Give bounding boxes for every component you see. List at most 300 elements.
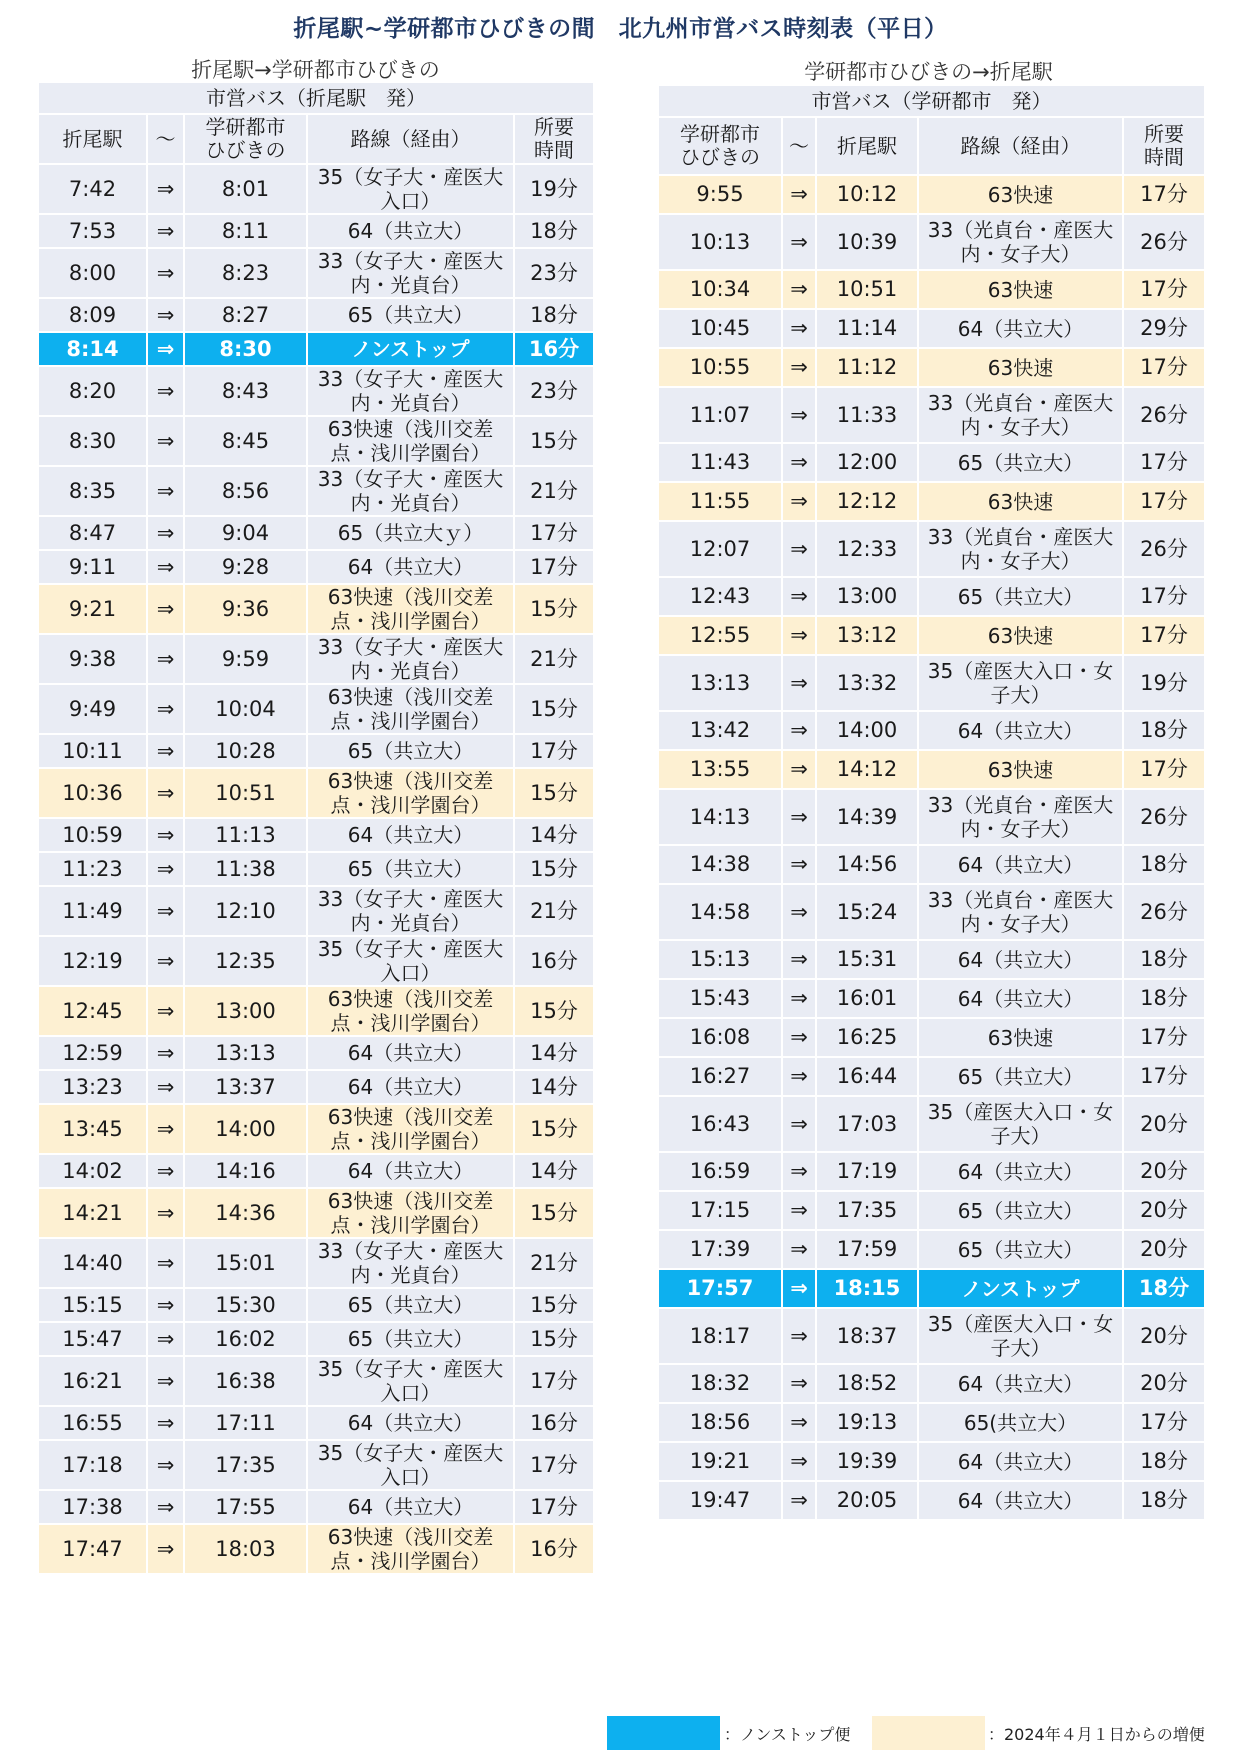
- arrival-time: 12:35: [184, 936, 307, 986]
- route-name: 64（共立大）: [918, 309, 1123, 348]
- duration: 23分: [514, 248, 594, 298]
- departure-time: 17:39: [658, 1230, 782, 1269]
- departure-time: 14:13: [658, 789, 782, 845]
- table-row: [658, 1403, 1205, 1442]
- table-row: [38, 936, 594, 986]
- arrow-icon: ⇒: [147, 164, 184, 214]
- table-row: [658, 1057, 1205, 1096]
- departure-time: 15:13: [658, 940, 782, 979]
- table-row: [658, 387, 1205, 443]
- arrival-time: 15:01: [184, 1238, 307, 1288]
- departure-time: 12:43: [658, 577, 782, 616]
- duration: 16分: [514, 1406, 594, 1440]
- route-name: 63快速: [918, 270, 1123, 309]
- arrow-icon: ⇒: [147, 366, 184, 416]
- route-name: 65（共立大）: [307, 852, 514, 886]
- route-name: 65（共立大）: [918, 577, 1123, 616]
- duration: 18分: [1123, 979, 1205, 1018]
- arrow-icon: ⇒: [147, 516, 184, 550]
- arrival-time: 8:27: [184, 298, 307, 332]
- table-row: [658, 270, 1205, 309]
- duration: 23分: [514, 366, 594, 416]
- table-row: [38, 1070, 594, 1104]
- table-row: [38, 298, 594, 332]
- table-row: [658, 1269, 1205, 1308]
- header-departure: 学研都市 ひびきの: [658, 117, 782, 175]
- duration: 19分: [1123, 655, 1205, 711]
- route-name: 65（共立大）: [307, 734, 514, 768]
- arrival-time: 16:44: [816, 1057, 918, 1096]
- arrow-icon: ⇒: [147, 768, 184, 818]
- route-name: 35（産医大入口・女子大）: [918, 1308, 1123, 1364]
- header-departure: 折尾駅: [38, 114, 147, 164]
- arrow-icon: ⇒: [147, 734, 184, 768]
- arrow-icon: ⇒: [782, 789, 816, 845]
- arrow-icon: ⇒: [782, 655, 816, 711]
- arrival-time: 20:05: [816, 1481, 918, 1520]
- arrival-time: 9:36: [184, 584, 307, 634]
- arrival-time: 19:39: [816, 1442, 918, 1481]
- arrival-time: 17:11: [184, 1406, 307, 1440]
- arrow-icon: ⇒: [782, 1230, 816, 1269]
- arrival-time: 17:35: [816, 1191, 918, 1230]
- operator-label: 市営バス（学研都市 発）: [658, 85, 1205, 117]
- departure-time: 14:40: [38, 1238, 147, 1288]
- duration: 15分: [514, 584, 594, 634]
- duration: 26分: [1123, 521, 1205, 577]
- departure-time: 12:45: [38, 986, 147, 1036]
- arrival-time: 10:12: [816, 175, 918, 214]
- legend-added-swatch: [872, 1716, 985, 1750]
- arrow-icon: ⇒: [147, 1524, 184, 1574]
- duration: 17分: [514, 1490, 594, 1524]
- route-name: 64（共立大）: [307, 1070, 514, 1104]
- departure-time: 9:11: [38, 550, 147, 584]
- arrow-icon: ⇒: [147, 1406, 184, 1440]
- arrow-icon: ⇒: [147, 1036, 184, 1070]
- arrow-icon: ⇒: [782, 1364, 816, 1403]
- departure-time: 17:18: [38, 1440, 147, 1490]
- arrival-time: 10:51: [816, 270, 918, 309]
- arrow-icon: ⇒: [782, 1018, 816, 1057]
- arrow-icon: ⇒: [782, 940, 816, 979]
- departure-time: 15:47: [38, 1322, 147, 1356]
- table-row: [38, 1288, 594, 1322]
- duration: 19分: [514, 164, 594, 214]
- arrival-time: 18:37: [816, 1308, 918, 1364]
- duration: 15分: [514, 1322, 594, 1356]
- departure-time: 8:35: [38, 466, 147, 516]
- route-name: 64（共立大）: [307, 1036, 514, 1070]
- arrow-icon: ⇒: [147, 248, 184, 298]
- route-name: 35（女子大・産医大入口）: [307, 1356, 514, 1406]
- table-row: [658, 482, 1205, 521]
- route-name: 63快速: [918, 348, 1123, 387]
- route-name: 33（光貞台・産医大内・女子大）: [918, 789, 1123, 845]
- route-name: 35（産医大入口・女子大）: [918, 655, 1123, 711]
- arrival-time: 18:15: [816, 1269, 918, 1308]
- arrow-icon: ⇒: [782, 1403, 816, 1442]
- route-name: 64（共立大）: [918, 1481, 1123, 1520]
- table-row: [658, 845, 1205, 884]
- arrival-time: 14:00: [184, 1104, 307, 1154]
- duration: 20分: [1123, 1230, 1205, 1269]
- table-row: [38, 734, 594, 768]
- route-name: 33（女子大・産医大内・光貞台）: [307, 1238, 514, 1288]
- arrow-icon: ⇒: [782, 616, 816, 655]
- route-name: 64（共立大）: [918, 1442, 1123, 1481]
- route-name: 64（共立大）: [918, 940, 1123, 979]
- duration: 20分: [1123, 1191, 1205, 1230]
- arrow-icon: ⇒: [782, 1308, 816, 1364]
- route-name: 63快速: [918, 616, 1123, 655]
- duration: 17分: [1123, 348, 1205, 387]
- table-row: [38, 1356, 594, 1406]
- route-name: 63快速（浅川交差点・浅川学園台）: [307, 768, 514, 818]
- duration: 14分: [514, 1154, 594, 1188]
- arrival-time: 11:33: [816, 387, 918, 443]
- departure-time: 7:42: [38, 164, 147, 214]
- route-name: 63快速: [918, 175, 1123, 214]
- arrival-time: 13:37: [184, 1070, 307, 1104]
- arrow-icon: ⇒: [782, 387, 816, 443]
- arrival-time: 11:12: [816, 348, 918, 387]
- duration: 17分: [514, 1356, 594, 1406]
- duration: 18分: [1123, 1442, 1205, 1481]
- arrow-icon: ⇒: [147, 1288, 184, 1322]
- arrow-icon: ⇒: [782, 1481, 816, 1520]
- departure-time: 17:47: [38, 1524, 147, 1574]
- arrival-time: 16:38: [184, 1356, 307, 1406]
- header-row: [38, 114, 594, 164]
- table-row: [658, 616, 1205, 655]
- route-name: 63快速（浅川交差点・浅川学園台）: [307, 986, 514, 1036]
- departure-time: 9:49: [38, 684, 147, 734]
- route-name: 33（女子大・産医大内・光貞台）: [307, 366, 514, 416]
- departure-time: 11:55: [658, 482, 782, 521]
- header-duration: 所要 時間: [1123, 117, 1205, 175]
- table-row: [38, 332, 594, 366]
- departure-time: 10:11: [38, 734, 147, 768]
- arrow-icon: ⇒: [147, 986, 184, 1036]
- table-row: [38, 1440, 594, 1490]
- departure-time: 9:55: [658, 175, 782, 214]
- table-row: [38, 1524, 594, 1574]
- duration: 21分: [514, 1238, 594, 1288]
- arrival-time: 8:56: [184, 466, 307, 516]
- route-name: 33（女子大・産医大内・光貞台）: [307, 466, 514, 516]
- arrow-icon: ⇒: [147, 1104, 184, 1154]
- arrival-time: 10:51: [184, 768, 307, 818]
- arrival-time: 14:56: [816, 845, 918, 884]
- table-row: [38, 1188, 594, 1238]
- route-name: 65（共立大）: [918, 443, 1123, 482]
- route-name: 65(共立大）: [918, 1403, 1123, 1442]
- arrow-icon: ⇒: [782, 711, 816, 750]
- arrow-icon: ⇒: [782, 577, 816, 616]
- arrow-icon: ⇒: [782, 482, 816, 521]
- duration: 17分: [514, 1440, 594, 1490]
- departure-time: 8:00: [38, 248, 147, 298]
- arrow-icon: ⇒: [147, 1440, 184, 1490]
- arrival-time: 10:04: [184, 684, 307, 734]
- arrival-time: 14:00: [816, 711, 918, 750]
- table-row: [38, 818, 594, 852]
- route-name: 64（共立大）: [918, 845, 1123, 884]
- right-direction-label: 学研都市ひびきの→折尾駅: [804, 60, 1053, 84]
- operator-label: 市営バス（折尾駅 発）: [38, 82, 594, 114]
- arrow-icon: ⇒: [147, 684, 184, 734]
- arrival-time: 13:00: [184, 986, 307, 1036]
- route-name: 65（共立大ｙ）: [307, 516, 514, 550]
- table-row: [658, 750, 1205, 789]
- route-name: 33（光貞台・産医大内・女子大）: [918, 521, 1123, 577]
- duration: 15分: [514, 986, 594, 1036]
- arrival-time: 16:01: [816, 979, 918, 1018]
- arrow-icon: ⇒: [147, 1238, 184, 1288]
- route-name: 33（光貞台・産医大内・女子大）: [918, 214, 1123, 270]
- arrow-icon: ⇒: [782, 1096, 816, 1152]
- departure-time: 9:38: [38, 634, 147, 684]
- arrow-icon: ⇒: [147, 584, 184, 634]
- arrow-icon: ⇒: [147, 634, 184, 684]
- route-name: 63快速: [918, 482, 1123, 521]
- table-row: [658, 348, 1205, 387]
- departure-time: 18:56: [658, 1403, 782, 1442]
- duration: 17分: [1123, 1057, 1205, 1096]
- arrow-icon: ⇒: [147, 1322, 184, 1356]
- route-name: 64（共立大）: [918, 711, 1123, 750]
- table-row: [658, 521, 1205, 577]
- route-name: 63快速: [918, 750, 1123, 789]
- duration: 14分: [514, 1036, 594, 1070]
- arrival-time: 12:12: [816, 482, 918, 521]
- departure-time: 16:59: [658, 1152, 782, 1191]
- arrival-time: 15:31: [816, 940, 918, 979]
- duration: 17分: [514, 550, 594, 584]
- departure-time: 19:47: [658, 1481, 782, 1520]
- route-name: 33（光貞台・産医大内・女子大）: [918, 387, 1123, 443]
- departure-time: 8:14: [38, 332, 147, 366]
- arrow-icon: ⇒: [782, 979, 816, 1018]
- arrow-icon: ⇒: [782, 309, 816, 348]
- duration: 17分: [1123, 270, 1205, 309]
- route-name: 33（女子大・産医大内・光貞台）: [307, 634, 514, 684]
- table-row: [658, 309, 1205, 348]
- duration: 15分: [514, 416, 594, 466]
- table-row: [38, 1036, 594, 1070]
- operator-row: [658, 85, 1205, 117]
- departure-time: 8:09: [38, 298, 147, 332]
- table-row: [658, 711, 1205, 750]
- arrival-time: 17:03: [816, 1096, 918, 1152]
- duration: 21分: [514, 886, 594, 936]
- duration: 17分: [1123, 616, 1205, 655]
- duration: 21分: [514, 634, 594, 684]
- departure-time: 9:21: [38, 584, 147, 634]
- header-duration: 所要 時間: [514, 114, 594, 164]
- route-name: 63快速（浅川交差点・浅川学園台）: [307, 1524, 514, 1574]
- duration: 18分: [1123, 1269, 1205, 1308]
- header-route: 路線（経由）: [307, 114, 514, 164]
- arrival-time: 15:24: [816, 884, 918, 940]
- departure-time: 16:27: [658, 1057, 782, 1096]
- arrow-icon: ⇒: [147, 466, 184, 516]
- table-row: [658, 1442, 1205, 1481]
- departure-time: 13:23: [38, 1070, 147, 1104]
- table-row: [658, 1230, 1205, 1269]
- departure-time: 16:08: [658, 1018, 782, 1057]
- duration: 15分: [514, 768, 594, 818]
- departure-time: 13:42: [658, 711, 782, 750]
- arrival-time: 9:59: [184, 634, 307, 684]
- duration: 18分: [1123, 711, 1205, 750]
- arrival-time: 12:33: [816, 521, 918, 577]
- table-row: [38, 1104, 594, 1154]
- arrow-icon: ⇒: [782, 270, 816, 309]
- table-row: [38, 684, 594, 734]
- arrow-icon: ⇒: [782, 1191, 816, 1230]
- arrival-time: 10:28: [184, 734, 307, 768]
- duration: 26分: [1123, 214, 1205, 270]
- route-name: 64（共立大）: [307, 1154, 514, 1188]
- departure-time: 12:59: [38, 1036, 147, 1070]
- departure-time: 10:45: [658, 309, 782, 348]
- arrow-icon: ⇒: [147, 1154, 184, 1188]
- table-row: [38, 584, 594, 634]
- table-row: [38, 164, 594, 214]
- duration: 16分: [514, 936, 594, 986]
- header-separator: 〜: [782, 117, 816, 175]
- arrival-time: 8:01: [184, 164, 307, 214]
- route-name: 64（共立大）: [918, 1152, 1123, 1191]
- arrival-time: 17:55: [184, 1490, 307, 1524]
- arrow-icon: ⇒: [147, 1070, 184, 1104]
- departure-time: 13:45: [38, 1104, 147, 1154]
- departure-time: 17:38: [38, 1490, 147, 1524]
- departure-time: 15:15: [38, 1288, 147, 1322]
- arrival-time: 18:52: [816, 1364, 918, 1403]
- table-row: [658, 979, 1205, 1018]
- route-name: 63快速（浅川交差点・浅川学園台）: [307, 1104, 514, 1154]
- departure-time: 11:49: [38, 886, 147, 936]
- duration: 26分: [1123, 387, 1205, 443]
- departure-time: 7:53: [38, 214, 147, 248]
- departure-time: 16:55: [38, 1406, 147, 1440]
- arrival-time: 12:00: [816, 443, 918, 482]
- arrow-icon: ⇒: [147, 550, 184, 584]
- departure-time: 12:07: [658, 521, 782, 577]
- route-name: 35（産医大入口・女子大）: [918, 1096, 1123, 1152]
- arrival-time: 8:11: [184, 214, 307, 248]
- duration: 15分: [514, 1104, 594, 1154]
- route-name: 63快速（浅川交差点・浅川学園台）: [307, 1188, 514, 1238]
- route-name: 64（共立大）: [918, 1364, 1123, 1403]
- duration: 17分: [1123, 443, 1205, 482]
- table-row: [38, 1238, 594, 1288]
- route-name: 65（共立大）: [307, 1288, 514, 1322]
- arrival-time: 8:30: [184, 332, 307, 366]
- departure-time: 10:55: [658, 348, 782, 387]
- table-row: [38, 1322, 594, 1356]
- table-row: [38, 986, 594, 1036]
- duration: 20分: [1123, 1364, 1205, 1403]
- duration: 17分: [1123, 1403, 1205, 1442]
- table-row: [658, 1152, 1205, 1191]
- route-name: 64（共立大）: [918, 979, 1123, 1018]
- table-row: [658, 443, 1205, 482]
- departure-time: 14:58: [658, 884, 782, 940]
- route-name: 35（女子大・産医大入口）: [307, 936, 514, 986]
- table-row: [658, 175, 1205, 214]
- arrow-icon: ⇒: [147, 936, 184, 986]
- duration: 17分: [1123, 482, 1205, 521]
- arrow-icon: ⇒: [147, 298, 184, 332]
- duration: 16分: [514, 332, 594, 366]
- arrival-time: 19:13: [816, 1403, 918, 1442]
- table-row: [658, 1096, 1205, 1152]
- departure-time: 10:34: [658, 270, 782, 309]
- departure-time: 19:21: [658, 1442, 782, 1481]
- duration: 17分: [1123, 1018, 1205, 1057]
- route-name: 63快速: [918, 1018, 1123, 1057]
- timetable-orio-to-hibikino: [37, 81, 595, 1575]
- route-name: 65（共立大）: [918, 1191, 1123, 1230]
- arrival-time: 13:12: [816, 616, 918, 655]
- departure-time: 13:55: [658, 750, 782, 789]
- table-row: [658, 214, 1205, 270]
- table-row: [658, 1364, 1205, 1403]
- table-row: [38, 516, 594, 550]
- arrival-time: 9:04: [184, 516, 307, 550]
- duration: 20分: [1123, 1308, 1205, 1364]
- arrow-icon: ⇒: [782, 348, 816, 387]
- table-row: [38, 416, 594, 466]
- arrival-time: 10:39: [816, 214, 918, 270]
- arrival-time: 16:02: [184, 1322, 307, 1356]
- arrival-time: 14:39: [816, 789, 918, 845]
- legend-nonstop-label: ：ノンストップ便: [724, 1725, 851, 1744]
- arrival-time: 15:30: [184, 1288, 307, 1322]
- page-title: 折尾駅~学研都市ひびきの間 北九州市営バス時刻表（平日）: [293, 16, 948, 42]
- table-row: [658, 1018, 1205, 1057]
- table-row: [38, 550, 594, 584]
- duration: 18分: [1123, 1481, 1205, 1520]
- left-direction-label: 折尾駅→学研都市ひびきの: [191, 58, 440, 82]
- table-row: [38, 366, 594, 416]
- departure-time: 16:21: [38, 1356, 147, 1406]
- table-row: [658, 577, 1205, 616]
- departure-time: 14:21: [38, 1188, 147, 1238]
- duration: 17分: [1123, 577, 1205, 616]
- arrow-icon: ⇒: [782, 884, 816, 940]
- arrival-time: 18:03: [184, 1524, 307, 1574]
- departure-time: 11:23: [38, 852, 147, 886]
- arrow-icon: ⇒: [782, 175, 816, 214]
- departure-time: 8:47: [38, 516, 147, 550]
- route-name: 64（共立大）: [307, 550, 514, 584]
- duration: 14分: [514, 1070, 594, 1104]
- arrow-icon: ⇒: [782, 750, 816, 789]
- duration: 16分: [514, 1524, 594, 1574]
- table-row: [658, 940, 1205, 979]
- arrival-time: 17:19: [816, 1152, 918, 1191]
- duration: 15分: [514, 852, 594, 886]
- departure-time: 10:59: [38, 818, 147, 852]
- departure-time: 12:19: [38, 936, 147, 986]
- arrow-icon: ⇒: [147, 818, 184, 852]
- table-row: [38, 214, 594, 248]
